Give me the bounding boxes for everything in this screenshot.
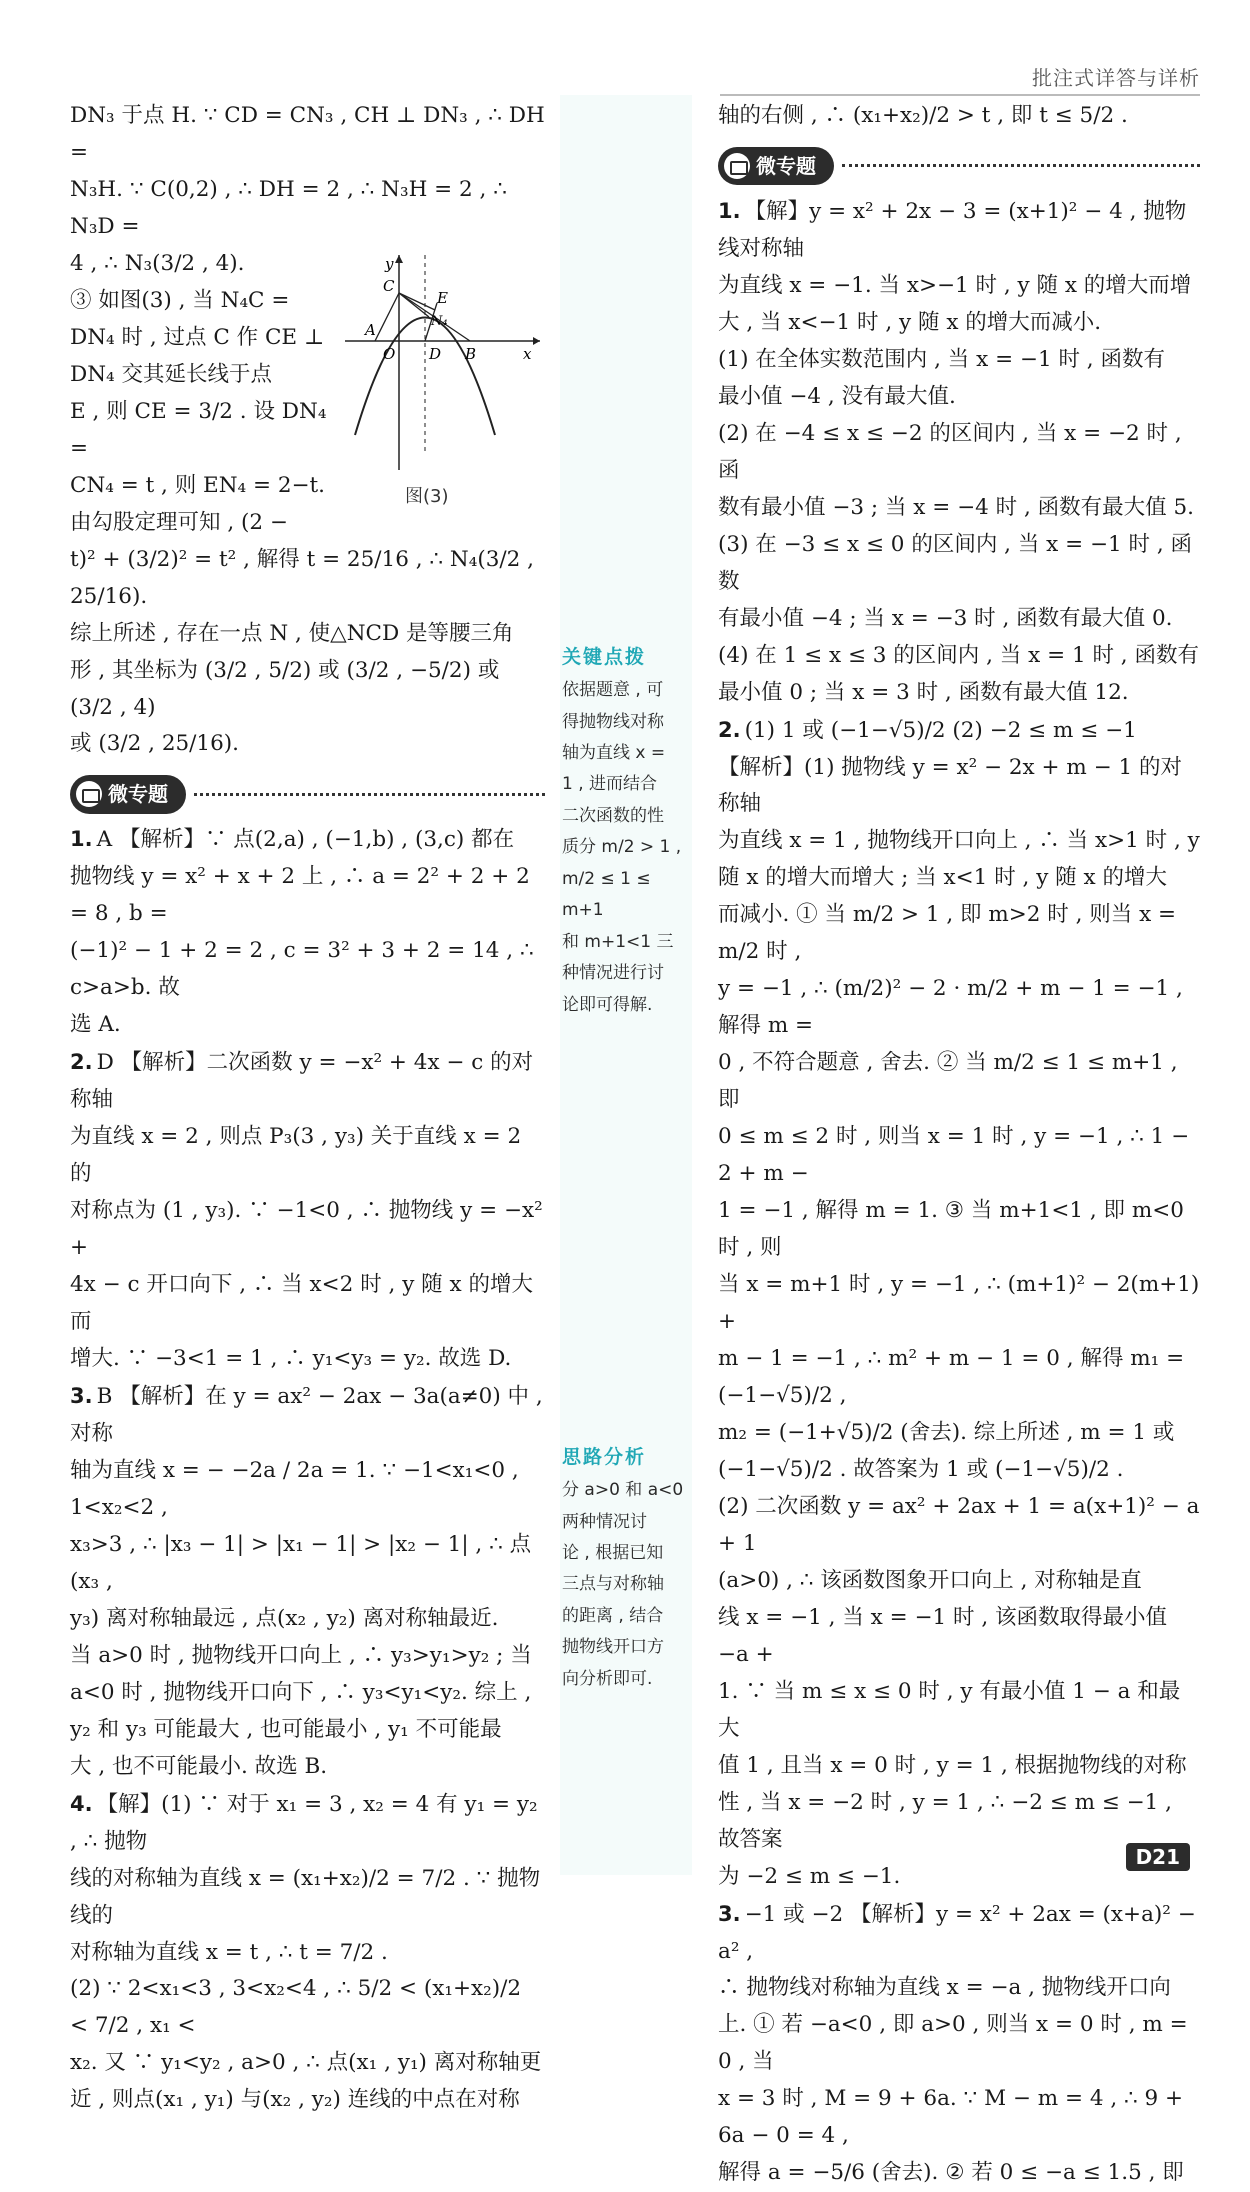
annotation-line: 质分 m/2 > 1 , [562, 837, 682, 858]
item-number: 2. [70, 1050, 93, 1075]
text-line: 当 a>0 时 , 抛物线开口向上 , ∴ y₃>y₁>y₂ ; 当 [70, 1642, 532, 1668]
text-line: 而减小. ① 当 m/2 > 1 , 即 m>2 时 , 则当 x = m/2 时 , [718, 902, 1177, 965]
annotation-line: 分 a>0 和 a<0 [562, 1480, 684, 1501]
text-line: (−1)² − 1 + 2 = 2 , c = 3² + 3 + 2 = 14 , ∴ c>a>b. 故 [70, 938, 534, 1001]
text-line: 【解】(1) ∵ 对于 x₁ = 3 , x₂ = 4 有 y₁ = y₂ , ∴ 抛物 [70, 1791, 538, 1854]
segment-ac [375, 293, 399, 341]
item-3 [70, 1378, 545, 1786]
y-axis-arrow [395, 255, 403, 263]
label-x: x [523, 345, 532, 363]
text-line: 解得 a = −5/6 (舍去). ② 若 0 ≤ −a ≤ 1.5 , 即 [718, 2160, 1184, 2186]
text-line: 上. ① 若 −a<0 , 即 a>0 , 则当 x = 0 时 , m = 0 , 当 [718, 2012, 1188, 2075]
label-e: E [437, 289, 448, 307]
annotation-line: 论 , 根据已知 [562, 1543, 664, 1564]
text-line: 对称点为 (1 , y₃). ∵ −1<0 , ∴ 抛物线 y = −x² + [70, 1198, 543, 1261]
dotted-divider [194, 793, 545, 796]
annotation-title: 关键点拨 [562, 646, 647, 668]
annotation-line: 向分析即可. [562, 1668, 653, 1689]
text-line: (a>0) , ∴ 该函数图象开口向上 , 对称轴是直 [718, 1567, 1142, 1593]
text-line: 4x − c 开口向下 , ∴ 当 x<2 时 , y 随 x 的增大而 [70, 1272, 533, 1335]
label-o: O [383, 345, 396, 363]
text-line: 近 , 则点(x₁ , y₁) 与(x₂ , y₂) 连线的中点在对称 [70, 2087, 520, 2113]
text-line: DN₃ 于点 H. ∵ CD = CN₃ , CH ⊥ DN₃ , ∴ DH = [70, 103, 545, 165]
text-line: ③ 如图(3) , 当 N₄C = [70, 287, 290, 313]
text-line: (2) 二次函数 y = ax² + 2ax + 1 = a(x+1)² − a + 1 [718, 1493, 1200, 1556]
text-line: 轴为直线 x = − −2a / 2a = 1. ∵ −1<x₁<0 , 1<x₂<2 , [70, 1457, 519, 1520]
section-badge [70, 775, 186, 813]
text-line: a<0 时 , 抛物线开口向下 , ∴ y₃<y₁<y₂. 综上 , [70, 1679, 532, 1705]
text-line: −1 或 −2 【解析】y = x² + 2ax = (x+a)² − a² , [718, 1901, 1196, 1964]
text-line: 由勾股定理可知 , (2 − [70, 509, 288, 535]
item-4 [70, 1786, 545, 2120]
text-line: t)² + (3/2)² = t² , 解得 t = 25/16 , ∴ N₄(3/2 , 25/16). [70, 546, 534, 609]
text-line: 0 , 不符合题意 , 舍去. ② 当 m/2 ≤ 1 ≤ m+1 , 即 [718, 1050, 1178, 1113]
text-line: 1 = −1 , 解得 m = 1. ③ 当 m+1<1 , 即 m<0 时 , 则 [718, 1198, 1184, 1261]
item-number: 1. [70, 827, 93, 852]
item-2 [70, 1044, 545, 1378]
text-line: 增大. ∵ −3<1 = 1 , ∴ y₁<y₃ = y₂. 故选 D. [70, 1346, 512, 1371]
book-icon [76, 781, 102, 807]
item-1 [70, 821, 545, 1044]
annotation-line: 的距离 , 结合 [562, 1605, 664, 1626]
text-line: 线 x = −1 , 当 x = −1 时 , 该函数取得最小值 −a + [718, 1604, 1168, 1667]
text-line: 对称轴为直线 x = t , ∴ t = 7/2 . [70, 1939, 388, 1965]
text-line: CN₄ = t , 则 EN₄ = 2−t. [70, 472, 326, 498]
text-line: 随 x 的增大而增大 ; 当 x<1 时 , y 随 x 的增大 [718, 865, 1167, 891]
text-line: (4) 在 1 ≤ x ≤ 3 的区间内 , 当 x = 1 时 , 函数有 [718, 642, 1199, 668]
text-line: 为 −2 ≤ m ≤ −1. [718, 1863, 901, 1889]
dotted-divider [842, 164, 1200, 167]
label-n4: N₄ [431, 314, 448, 329]
text-line: ∴ 抛物线对称轴为直线 x = −a , 抛物线开口向 [718, 1975, 1171, 2001]
item-number: 2. [718, 717, 741, 742]
text-line: 线的对称轴为直线 x = (x₁+x₂)/2 = 7/2 . ∵ 抛物线的 [70, 1865, 541, 1928]
text-line: 大 , 也不可能最小. 故选 B. [70, 1753, 328, 1779]
annotation-line: 三点与对称轴 [562, 1574, 664, 1595]
x-axis-arrow [533, 337, 540, 345]
annotation-line: 论即可得解. [562, 994, 653, 1015]
label-c: C [383, 277, 395, 295]
text-line: D 【解析】二次函数 y = −x² + 4x − c 的对称轴 [70, 1050, 534, 1113]
annotation-line: 和 m+1<1 三 [562, 931, 674, 952]
text-line: 0 ≤ m ≤ 2 时 , 则当 x = 1 时 , y = −1 , ∴ 1 − 2 + m − [718, 1124, 1190, 1187]
section-badge [718, 147, 834, 185]
text-line: 性 , 当 x = −2 时 , y = 1 , ∴ −2 ≤ m ≤ −1 , 故答案 [718, 1789, 1173, 1852]
text-line: 值 1 , 且当 x = 0 时 , y = 1 , 根据抛物线的对称 [718, 1752, 1187, 1778]
text-line: 【解析】(1) 抛物线 y = x² − 2x + m − 1 的对称轴 [718, 754, 1182, 817]
text-line: (3) 在 −3 ≤ x ≤ 0 的区间内 , 当 x = −1 时 , 函数 [718, 531, 1192, 594]
text-line: 4 , ∴ N₃(3/2 , 4). [70, 250, 245, 276]
text-line: m₂ = (−1+√5)/2 (舍去). 综上所述 , m = 1 或 [718, 1419, 1175, 1445]
text-line: x = 3 时 , M = 9 + 6a. ∵ M − m = 4 , ∴ 9 + 6a − 0 = 4 , [718, 2086, 1184, 2149]
annotation-line: 轴为直线 x = [562, 743, 666, 764]
header-rule [720, 94, 1200, 96]
label-b: B [465, 345, 477, 363]
section-header [70, 771, 545, 817]
annotation-title: 思路分析 [562, 1446, 647, 1468]
text-line: 抛物线 y = x² + x + 2 上 , ∴ a = 2² + 2 + 2 = 8 , b = [70, 864, 530, 927]
section-title: 微专题 [756, 153, 816, 178]
text-line: (2) 在 −4 ≤ x ≤ −2 的区间内 , 当 x = −2 时 , 函 [718, 420, 1182, 483]
item-number: 3. [70, 1383, 93, 1408]
label-y: y [385, 255, 394, 273]
text-line: 为直线 x = 2 , 则点 P₃(3 , y₃) 关于直线 x = 2 的 [70, 1124, 522, 1187]
text-line: 形 , 其坐标为 (3/2 , 5/2) 或 (3/2 , −5/2) 或 (3/2 , 4) [70, 657, 500, 720]
text-line: 有最小值 −4 ; 当 x = −3 时 , 函数有最大值 0. [718, 605, 1173, 631]
item-number: 4. [70, 1791, 93, 1816]
item-2 [718, 712, 1200, 1896]
item-number: 3. [718, 1901, 741, 1926]
annotation-line: 依据题意 , 可 [562, 680, 664, 701]
item-1 [718, 193, 1200, 712]
item-number: 1. [718, 198, 741, 223]
label-d: D [429, 345, 442, 363]
text-line: N₃H. ∵ C(0,2) , ∴ DH = 2 , ∴ N₃H = 2 , ∴ N₃D = [70, 176, 507, 239]
text-line: DN₄ 交其延长线于点 [70, 361, 273, 387]
text-line: 【解】y = x² + 2x − 3 = (x+1)² − 4 , 抛物线对称轴 [718, 198, 1187, 261]
text-line: (2) ∵ 2<x₁<3 , 3<x₂<4 , ∴ 5/2 < (x₁+x₂)/2 < 7/2 , x₁ < [70, 1976, 522, 2039]
text-line: B 【解析】在 y = ax² − 2ax − 3a(a≠0) 中 , 对称 [70, 1383, 543, 1446]
text-line: (1) 1 或 (−1−√5)/2 (2) −2 ≤ m ≤ −1 [744, 717, 1137, 743]
text-line: 为直线 x = 1 , 抛物线开口向上 , ∴ 当 x>1 时 , y [718, 828, 1200, 854]
text-line: 为直线 x = −1. 当 x>−1 时 , y 随 x 的增大而增 [718, 272, 1192, 298]
section-title: 微专题 [108, 782, 168, 807]
page-header: 批注式详答与详析 [1032, 66, 1200, 90]
page-number: D21 [1126, 1843, 1190, 1871]
annotation-line: 二次函数的性 [562, 805, 664, 826]
text-line: 1. ∵ 当 m ≤ x ≤ 0 时 , y 有最小值 1 − a 和最大 [718, 1678, 1181, 1741]
text-line: 最小值 0 ; 当 x = 3 时 , 函数有最大值 12. [718, 679, 1129, 705]
annotation-line: m/2 ≤ 1 ≤ m+1 [562, 868, 651, 921]
text-line: 当 x = m+1 时 , y = −1 , ∴ (m+1)² − 2(m+1) + [718, 1272, 1200, 1335]
text-line: (−1−√5)/2 . 故答案为 1 或 (−1−√5)/2 . [718, 1456, 1124, 1482]
text-line: m − 1 = −1 , ∴ m² + m − 1 = 0 , 解得 m₁ = (−1−√5)/2 , [718, 1346, 1185, 1408]
text-line: 最小值 −4 , 没有最大值. [718, 383, 956, 409]
section-header [718, 143, 1200, 189]
text-line: x₂. 又 ∵ y₁<y₂ , a>0 , ∴ 点(x₁ , y₁) 离对称轴更 [70, 2050, 542, 2076]
text-line: x₃>3 , ∴ |x₃ − 1| > |x₁ − 1| > |x₂ − 1| , ∴ 点(x₃ , [70, 1531, 532, 1594]
annotation-line: 1 , 进而结合 [562, 774, 658, 795]
text-line: 数有最小值 −3 ; 当 x = −4 时 , 函数有最大值 5. [718, 494, 1194, 520]
text-line: y₂ 和 y₃ 可能最大 , 也可能最小 , y₁ 不可能最 [70, 1716, 502, 1742]
text-line: 大 , 当 x<−1 时 , y 随 x 的增大而减小. [718, 309, 1102, 335]
text-line: 选 A. [70, 1012, 121, 1038]
text-line: y₃) 离对称轴最远 , 点(x₂ , y₂) 离对称轴最近. [70, 1605, 499, 1631]
annotation-line: 抛物线开口方 [562, 1637, 664, 1658]
right-column [718, 98, 1200, 2192]
figure-caption: 图(3) [405, 486, 449, 507]
annotation-line: 两种情况讨 [562, 1511, 647, 1532]
text-line: 综上所述 , 存在一点 N , 使△NCD 是等腰三角 [70, 620, 514, 646]
parabola-figure [345, 255, 545, 485]
text-line: 或 (3/2 , 25/16). [70, 731, 240, 757]
text-line: 轴的右侧 , ∴ (x₁+x₂)/2 > t , 即 t ≤ 5/2 . [718, 103, 1128, 128]
text-line: A 【解析】∵ 点(2,a) , (−1,b) , (3,c) 都在 [96, 827, 515, 853]
annotation-key-points [562, 640, 690, 1021]
annotation-approach [562, 1440, 690, 1695]
label-a: A [365, 321, 376, 339]
item-3 [718, 1896, 1200, 2192]
book-icon [724, 153, 750, 179]
text-line: DN₄ 时 , 过点 C 作 CE ⊥ [70, 324, 325, 350]
annotation-line: 得抛物线对称 [562, 711, 664, 732]
text-line: E , 则 CE = 3/2 . 设 DN₄ = [70, 398, 327, 461]
text-line: (1) 在全体实数范围内 , 当 x = −1 时 , 函数有 [718, 346, 1165, 372]
annotation-line: 种情况进行讨 [562, 963, 664, 984]
text-line: y = −1 , ∴ (m/2)² − 2 · m/2 + m − 1 = −1 , 解得 m = [718, 976, 1183, 1039]
